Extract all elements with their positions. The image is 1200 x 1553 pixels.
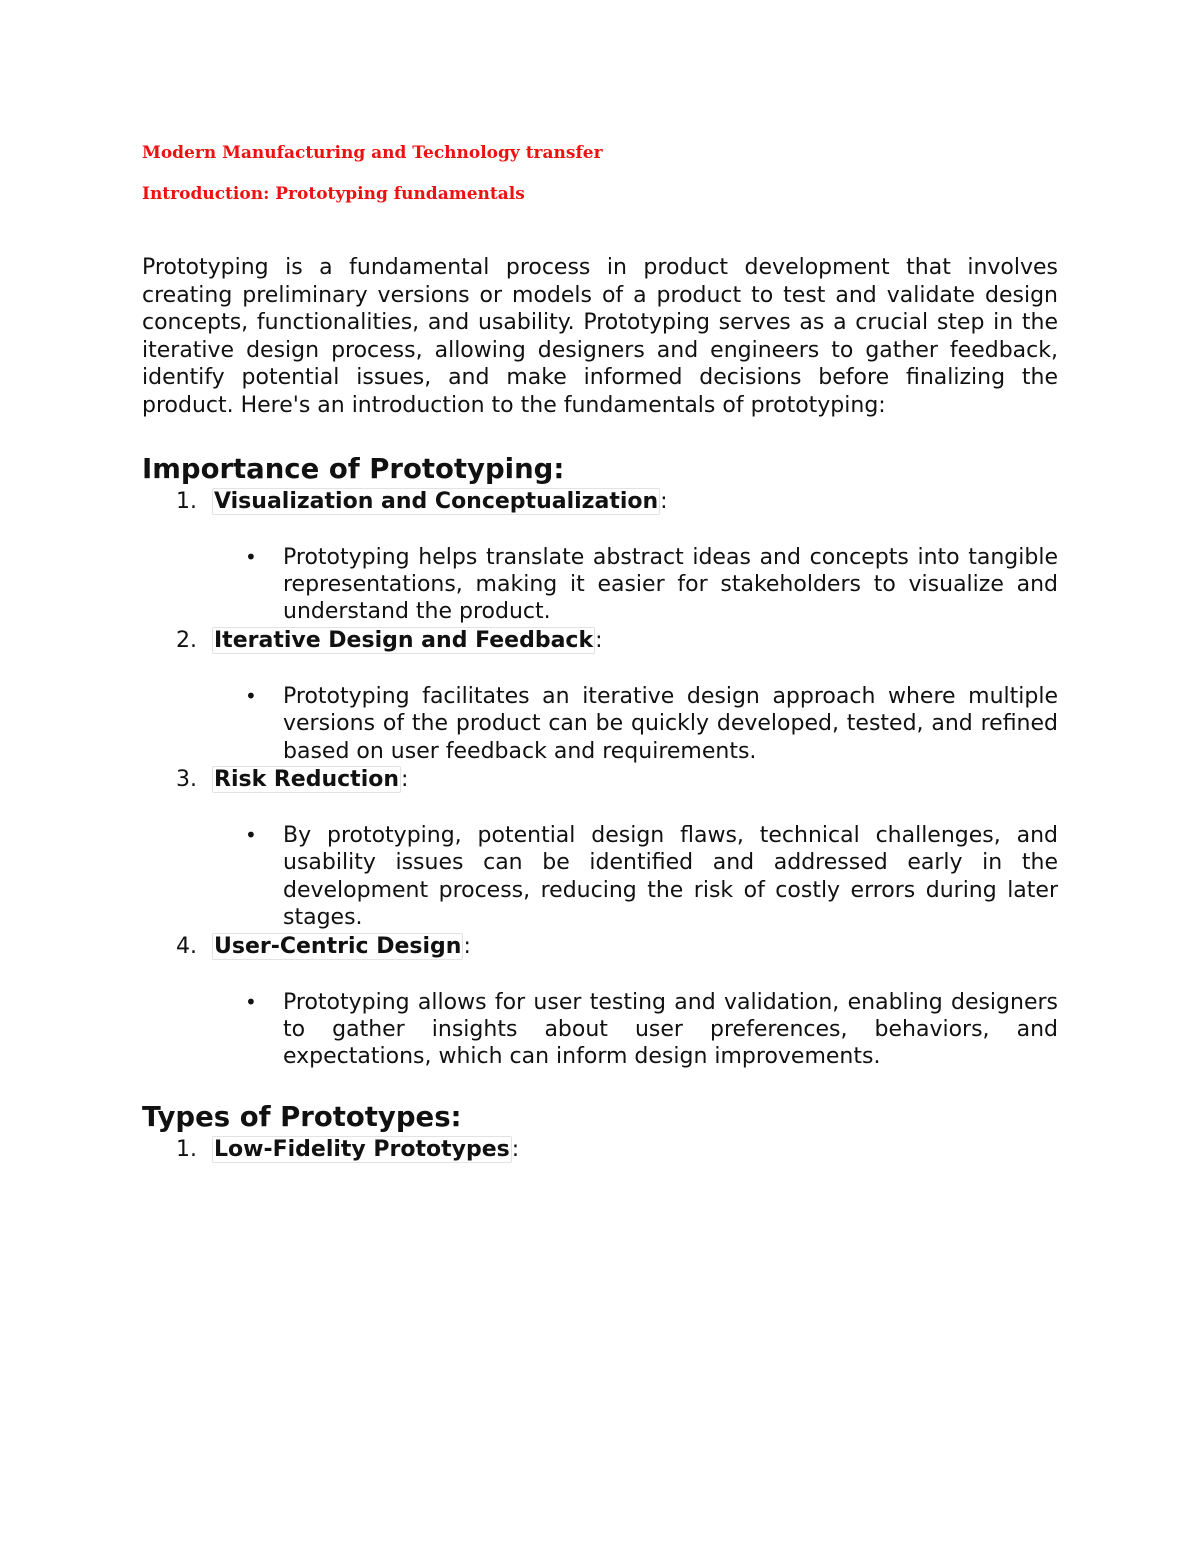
types-heading: Types of Prototypes: bbox=[142, 1100, 462, 1133]
list-item bbox=[142, 932, 1058, 1071]
bullet-text: Prototyping facilitates an iterative design approach where multiple versions of the product can be quickly developed, tested, and refined based on user feedback and requirements. bbox=[283, 683, 1058, 764]
bullet-paragraph bbox=[245, 544, 1058, 626]
list-item-colon: : bbox=[595, 627, 603, 653]
list-item-title: Visualization and Conceptualization bbox=[214, 488, 659, 514]
document-content bbox=[142, 138, 1058, 1165]
list-item-number: 1. bbox=[176, 1136, 197, 1162]
list-item-heading bbox=[142, 487, 1058, 517]
bullet-paragraph bbox=[245, 989, 1058, 1071]
list-item bbox=[142, 626, 1058, 765]
list-item bbox=[142, 487, 1058, 626]
course-title: Modern Manufacturing and Technology transfer bbox=[142, 143, 603, 163]
bullet-text: By prototyping, potential design flaws, technical challenges, and usability issues can be identified and addressed early in the development process, reducing the risk of costly errors during later stages. bbox=[283, 823, 1058, 931]
bullet-icon: • bbox=[245, 544, 257, 569]
list-item-title: Risk Reduction bbox=[214, 767, 400, 792]
bullet-paragraph bbox=[245, 683, 1058, 765]
types-list bbox=[142, 1135, 1058, 1165]
importance-heading: Importance of Prototyping: bbox=[142, 452, 565, 485]
intro-paragraph: Prototyping is a fundamental process in product development that involves creating preliminary versions or models of a product to test and validate design concepts, functionalities, and usability. Prototyping serves as a crucial step in the iterative design process, allowing designers and engineers to gather feedback, identify potential issues, and make informed decisions before finalizing the product. Here's an introduction to the fundamentals of prototyping: bbox=[142, 255, 1058, 418]
list-item bbox=[142, 1135, 1058, 1165]
list-item-heading bbox=[142, 765, 1058, 795]
bullet-icon: • bbox=[245, 989, 257, 1014]
section-title: Introduction: Prototyping fundamentals bbox=[142, 184, 525, 204]
list-item-title: User-Centric Design bbox=[214, 933, 462, 959]
list-item-colon: : bbox=[511, 1136, 520, 1162]
list-item-number: 3. bbox=[176, 767, 197, 792]
list-item-number: 2. bbox=[176, 627, 197, 653]
bullet-paragraph bbox=[245, 822, 1058, 932]
list-item-heading bbox=[142, 1135, 1058, 1165]
list-item bbox=[142, 765, 1058, 932]
bullet-text: Prototyping allows for user testing and validation, enabling designers to gather insights about user preferences, behaviors, and expectations, which can inform design improvements. bbox=[283, 989, 1058, 1070]
bullet-icon: • bbox=[245, 823, 257, 847]
list-item-heading bbox=[142, 626, 1058, 656]
list-item-heading bbox=[142, 932, 1058, 962]
list-item-colon: : bbox=[660, 488, 668, 514]
list-item-colon: : bbox=[401, 767, 409, 792]
list-item-colon: : bbox=[463, 933, 471, 959]
list-item-number: 1. bbox=[176, 488, 197, 514]
list-item-number: 4. bbox=[176, 933, 197, 959]
list-item-title: Iterative Design and Feedback bbox=[214, 627, 594, 653]
bullet-icon: • bbox=[245, 683, 257, 708]
list-item-title: Low-Fidelity Prototypes bbox=[214, 1136, 510, 1162]
importance-list bbox=[142, 487, 1058, 1071]
bullet-text: Prototyping helps translate abstract ideas and concepts into tangible representations, making it easier for stakeholders to visualize and understand the product. bbox=[283, 544, 1058, 625]
